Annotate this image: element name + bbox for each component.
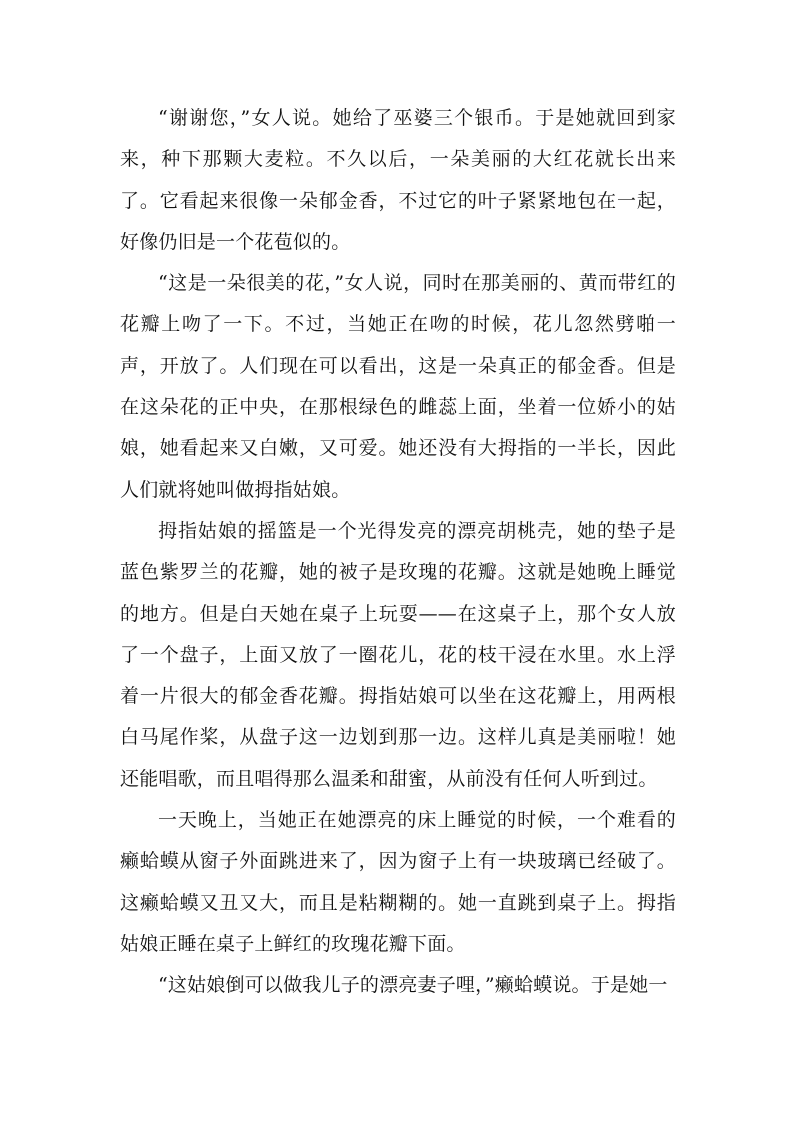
paragraph-5: “这姑娘倒可以做我儿子的漂亮妻子哩，”癞蛤蟆说。于是她一 bbox=[158, 974, 668, 997]
paragraph-3: 拇指姑娘的摇篮是一个光得发亮的漂亮胡桃壳，她的垫子是蓝色紫罗兰的花瓣，她的被子是玫瑰的花瓣。这就是她晚上睡觉的地方。但是白天她在桌子上玩耍——在这桌子上，那个女人放了一个盘子，上面又放了一圈花儿，花的枝干浸在水里。水上浮着一片很大的郁金香花瓣。拇指姑娘可以坐在这花瓣上，用两根白马尾作桨，从盘子这一边划到那一边。这样儿真是美丽啦！她还能唱歌，而且唱得那么温柔和甜蜜，从前没有任何人听到过。 bbox=[120, 519, 676, 790]
paragraph-4: 一天晚上，当她正在她漂亮的床上睡觉的时候，一个难看的癞蛤蟆从窗子外面跳进来了，因为窗子上有一块玻璃已经破了。这癞蛤蟆又丑又大，而且是粘糊糊的。她一直跳到桌子上。拇指姑娘正睡在桌子上鲜红的玫瑰花瓣下面。 bbox=[120, 809, 676, 955]
paragraph-2: “这是一朵很美的花，”女人说，同时在那美丽的、黄而带红的花瓣上吻了一下。不过，当她正在吻的时候，花儿忽然劈啪一声，开放了。人们现在可以看出，这是一朵真正的郁金香。但是在这朵花的正中央，在那根绿色的雌蕊上面，坐着一位娇小的姑娘，她看起来又白嫩，又可爱。她还没有大拇指的一半长，因此人们就将她叫做拇指姑娘。 bbox=[120, 272, 676, 501]
paragraph-1: “谢谢您，”女人说。她给了巫婆三个银币。于是她就回到家来，种下那颗大麦粒。不久以后，一朵美丽的大红花就长出来了。它看起来很像一朵郁金香，不过它的叶子紧紧地包在一起，好像仍旧是一个花苞似的。 bbox=[120, 107, 676, 253]
story-text bbox=[120, 98, 676, 1007]
